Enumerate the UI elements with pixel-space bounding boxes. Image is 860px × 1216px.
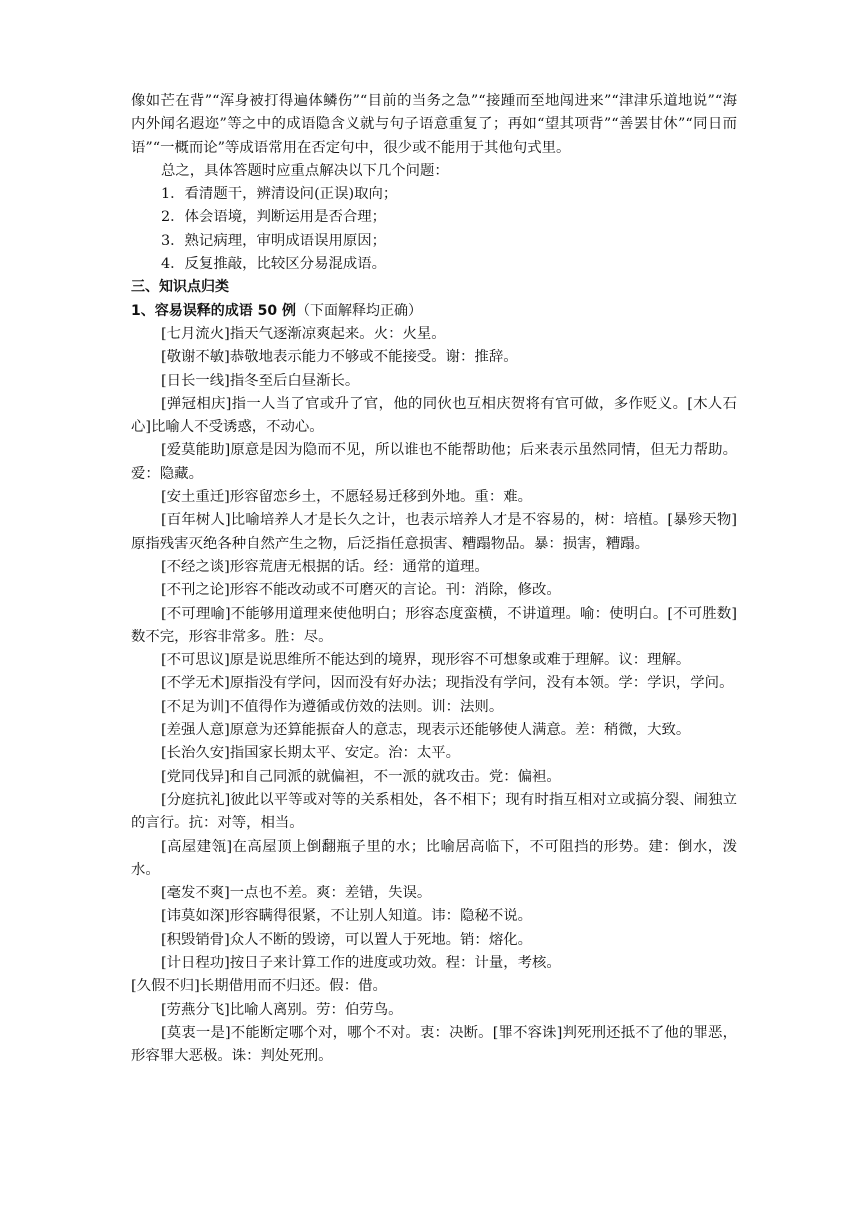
idiom-entry: [差强人意]原意为还算能振奋人的意志，现表示还能够使人满意。差：稍微，大致。 xyxy=(161,722,691,739)
step-item: 2．体会语境，判断运用是否合理； xyxy=(161,209,387,226)
idiom-entry: [百年树人]比喻培养人才是长久之计，也表示培养人才是不容易的，树：培植。[暴殄天物]原指残害灭绝各种自然产生之物，后泛指任意损害、糟蹋物品。暴：损害，糟蹋。 xyxy=(131,512,737,552)
idiom-entry: [敬谢不敏]恭敬地表示能力不够或不能接受。谢：推辞。 xyxy=(161,349,518,366)
step-item: 1．看清题干，辨清设问(正误)取向； xyxy=(161,186,398,203)
idiom-entry: [计日程功]按日子来计算工作的进度或功效。程：计量，考核。 xyxy=(161,954,561,971)
idiom-entry: [讳莫如深]形容瞒得很紧，不让别人知道。讳：隐秘不说。 xyxy=(161,908,532,925)
idiom-entry: [爱莫能助]原意是因为隐而不见，所以谁也不能帮助他；后来表示虽然同情，但无力帮助。爱：隐藏。 xyxy=(131,442,737,482)
idiom-entry: [不可思议]原是说思维所不能达到的境界，现形容不可想象或难于理解。议：理解。 xyxy=(161,652,691,669)
idiom-list xyxy=(131,323,737,1069)
idiom-entry: [不可理喻]不能够用道理来使他明白；形容态度蛮横，不讲道理。喻：使明白。[不可胜数]数不完，形容非常多。胜：尽。 xyxy=(131,605,737,645)
subsection-title-text: 1、容易误释的成语 50 例 xyxy=(131,302,296,319)
idiom-entry: [劳燕分飞]比喻人离别。劳：伯劳鸟。 xyxy=(161,1001,403,1018)
step-item: 3．熟记病理，审明成语误用原因； xyxy=(161,232,387,249)
idiom-entry: [不刊之论]形容不能改动或不可磨灭的言论。刊：消除，修改。 xyxy=(161,582,561,599)
idiom-entry: [久假不归]长期借用而不归还。假：借。 xyxy=(131,978,387,995)
subsection-note: （下面解释均正确） xyxy=(295,302,422,319)
idiom-entry: [党同伐异]和自己同派的就偏袒，不一派的就攻击。党：偏袒。 xyxy=(161,768,561,785)
idiom-entry: [弹冠相庆]指一人当了官或升了官，他的同伙也互相庆贺将有官可做，多作贬义。[木人石心]比喻人不受诱惑，不动心。 xyxy=(131,395,737,436)
step-item: 4．反复推敲，比较区分易混成语。 xyxy=(161,256,387,273)
idiom-entry: [分庭抗礼]彼此以平等或对等的关系相处，各不相下；现有时指互相对立或搞分裂、闹独立的言行。抗：对等，相当。 xyxy=(131,791,737,832)
document-page xyxy=(131,90,737,1068)
idiom-entry: [安土重迁]形容留恋乡土，不愿轻易迁移到外地。重：难。 xyxy=(161,489,532,506)
summary-paragraph: 总之，具体答题时应重点解决以下几个问题： xyxy=(161,162,449,179)
idiom-entry: [日长一线]指冬至后白昼渐长。 xyxy=(161,372,360,389)
idiom-entry: [不经之谈]形容荒唐无根据的话。经：通常的道理。 xyxy=(161,558,489,575)
idiom-entry: [不足为训]不值得作为遵循或仿效的法则。训：法则。 xyxy=(161,698,504,715)
steps-list xyxy=(131,183,737,276)
idiom-entry: [长治久安]指国家长期太平、安定。治：太平。 xyxy=(161,745,461,762)
idiom-entry: [不学无术]原指没有学问，因而没有好办法；现指没有学问，没有本领。学：学识，学问。 xyxy=(161,675,734,692)
idiom-entry: [七月流火]指天气逐渐凉爽起来。火：火星。 xyxy=(161,325,446,342)
idiom-entry: [高屋建瓴]在高屋顶上倒翻瓶子里的水；比喻居高临下，不可阻挡的形势。建：倒水，泼水。 xyxy=(131,838,737,878)
section-title: 三、知识点归类 xyxy=(131,279,229,296)
idiom-entry: [毫发不爽]一点也不差。爽：差错，失误。 xyxy=(161,885,432,902)
subsection-title xyxy=(131,300,737,323)
idiom-entry: [莫衷一是]不能断定哪个对，哪个不对。衷：决断。[罪不容诛]判死刑还抵不了他的罪恶，形容罪大恶极。诛：判处死刑。 xyxy=(131,1024,737,1065)
intro-paragraph: 像如芒在背”“浑身被打得遍体鳞伤”“目前的当务之急”“接踵而至地闯进来”“津津乐道地说”“海内外闻名遐迩”等之中的成语隐含义就与句子语意重复了；再如“望其项背”“善罢甘休”“同日而语”“一概而论”等成语常用在否定句中，很少或不能用于其他句式里。 xyxy=(131,93,737,156)
idiom-entry: [积毁销骨]众人不断的毁谤，可以置人于死地。销：熔化。 xyxy=(161,931,532,948)
